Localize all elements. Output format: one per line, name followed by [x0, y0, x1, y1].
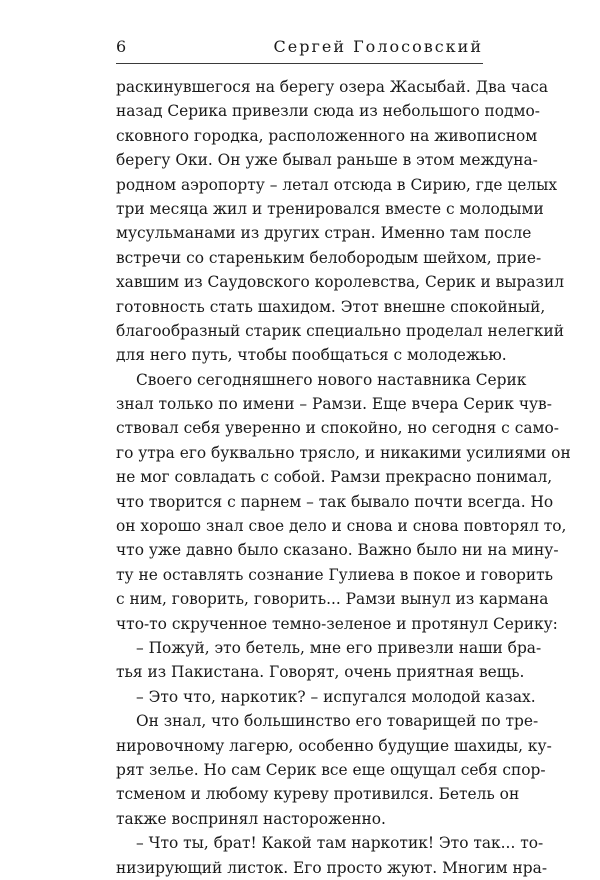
text-line: что творится с парнем – так бывало почти всегда. Но: [116, 492, 554, 511]
text-line: ту не оставлять сознание Гулиева в покое и говорить: [116, 565, 553, 584]
text-line: не мог совладать с собой. Рамзи прекрасно понимал,: [116, 468, 553, 487]
text-line: мусульманами из других стран. Именно там после: [116, 224, 532, 243]
text-line: – Что ты, брат! Какой там наркотик! Это так... то-: [136, 834, 544, 853]
text-line: с ним, говорить, говорить... Рамзи вынул из кармана: [116, 590, 549, 609]
text-line: для него путь, чтобы пообщаться с молодежью.: [116, 346, 507, 365]
text-line: встречи со стареньким белобородым шейхом, прие-: [116, 248, 542, 267]
text-line: он хорошо знал свое дело и снова и снова повторял то,: [116, 517, 567, 536]
text-line: – Это что, наркотик? – испугался молодой казах.: [136, 687, 536, 706]
page-number: 6: [116, 37, 127, 56]
text-line: берегу Оки. Он уже бывал раньше в этом междуна-: [116, 151, 538, 170]
running-head-author: Сергей Голосовский: [273, 37, 483, 56]
text-line: Своего сегодняшнего нового наставника Серик: [136, 370, 527, 389]
body-text: [116, 75, 571, 880]
text-line: три месяца жил и тренировался вместе с молодыми: [116, 199, 544, 218]
text-line: что-то скрученное темно-зеленое и протянул Серику:: [116, 614, 558, 633]
text-line: готовность стать шахидом. Этот внешне спокойный,: [116, 297, 546, 316]
text-line: тсменом и любому куреву противился. Бетель он: [116, 785, 520, 804]
text-line: низирующий листок. Его просто жуют. Многим нра-: [116, 858, 548, 877]
text-line: благообразный старик специально проделал нелегкий: [116, 321, 565, 340]
text-line: – Пожуй, это бетель, мне его привезли наши бра-: [136, 638, 542, 657]
text-line: хавшим из Саудовского королевства, Серик и выразил: [116, 273, 564, 292]
text-line: раскинувшегося на берегу озера Жасыбай. Два часа: [116, 78, 549, 96]
text-line: родном аэропорту – летал отсюда в Сирию, где целых: [116, 175, 558, 194]
text-line: Он знал, что большинство его товарищей по тре-: [136, 712, 539, 731]
text-line: рят зелье. Но сам Серик все еще ощущал себя спор-: [116, 760, 546, 779]
text-line: нировочному лагерю, особенно будущие шахиды, ку-: [116, 736, 552, 755]
text-line: сковного городка, расположенного на живописном: [116, 126, 538, 145]
header-rule: [116, 63, 483, 64]
text-line: тья из Пакистана. Говорят, очень приятная вещь.: [116, 663, 525, 682]
text-line: знал только по имени – Рамзи. Еще вчера Серик чув-: [116, 395, 552, 414]
text-line: назад Серика привезли сюда из небольшого подмо-: [116, 102, 540, 121]
page-header: [116, 37, 483, 65]
text-line: ствовал себя уверенно и спокойно, но сегодня с само-: [116, 419, 559, 438]
text-line: го утра его буквально трясло, и никакими усилиями он: [116, 443, 571, 462]
text-line: что уже давно было сказано. Важно было ни на мину-: [116, 541, 559, 560]
text-line: также воспринял настороженно.: [116, 809, 386, 828]
